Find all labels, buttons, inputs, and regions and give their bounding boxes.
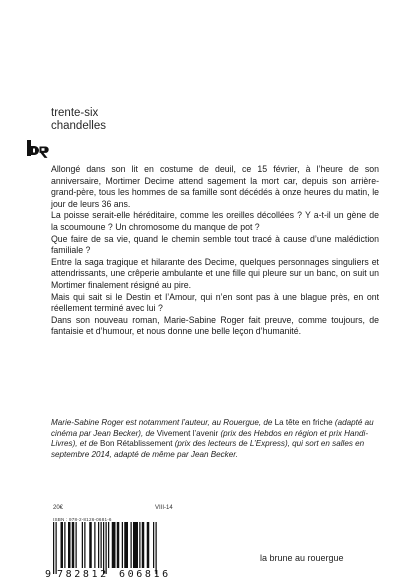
isbn-barcode (45, 522, 180, 574)
barcode-bar (89, 522, 92, 568)
bio-book-title: Vivement l’avenir (156, 428, 219, 438)
barcode-bar (156, 522, 157, 574)
barcode-bar (72, 522, 75, 568)
barcode-bar (94, 522, 95, 568)
price-label: 20€ (53, 505, 64, 511)
barcode-bar (117, 522, 120, 568)
barcode-bar (122, 522, 123, 568)
blurb-paragraph: La poisse serait-elle héréditaire, comme les oreilles décollées ? Y a-t-il un gène de la scoumoune ? Un chromosome du manque de pot ? (51, 210, 379, 232)
barcode-bar (124, 522, 128, 568)
barcode-bar (139, 522, 140, 568)
barcode-bar (112, 522, 116, 568)
bio-text: (adapté au cinéma par Jean Becker), de (51, 418, 374, 438)
barcode-bar (76, 522, 77, 568)
blurb-paragraph: Que faire de sa vie, quand le chemin semble tout tracé à cause d’une malédiction familiale ? (51, 233, 379, 256)
barcode-bar (108, 522, 109, 568)
blurb-paragraph: Mais qui sait si le Destin et l’Amour, qui n’en sont pas à une blague près, en ont réellement terminé avec lui ? (51, 291, 379, 314)
barcode-bar (147, 522, 150, 568)
barcode-bar (131, 522, 132, 568)
title-line-1: trente-six (51, 107, 99, 119)
barcode-bar (56, 522, 57, 574)
isbn-label: ISBN : 978-2-8126-0681-6 (53, 517, 112, 522)
barcode-bar (64, 522, 65, 568)
bio-text: Marie-Sabine Roger est notamment l’auteur, au Rouergue, de (51, 418, 273, 427)
barcode-digits (45, 569, 180, 583)
barcode-first-digit: 9 (45, 569, 52, 580)
barcode-left-digits: 782812 (57, 569, 109, 580)
barcode-bar (142, 522, 145, 568)
barcode-bar (106, 522, 107, 574)
bio-book-title: La tête en friche (274, 418, 333, 427)
barcode-bar (68, 522, 71, 568)
barcode-bar (133, 522, 138, 568)
blurb-paragraph: Entre la saga tragique et hilarante des Decime, quelques personnages singuliers et attendrissants, une crêperie ambulante et une fille qui pleure sur un banc, on suit un Mortimer finalement résigné au pire. (51, 256, 379, 290)
barcode-bar (98, 522, 99, 568)
book-title (51, 107, 106, 133)
bio-book-title: Bon Rétablissement (100, 439, 173, 449)
title-line-2: chandelles (51, 120, 106, 132)
back-cover-blurb (51, 164, 379, 338)
barcode-bar (101, 522, 102, 568)
barcode-bar (153, 522, 154, 568)
barcode-bar (103, 522, 104, 574)
author-bio (51, 418, 379, 460)
barcode-bar (53, 522, 54, 574)
barcode-bar (82, 522, 83, 568)
blurb-paragraph: Allongé dans son lit en costume de deuil, ce 15 février, à l’heure de son anniversaire, Mortimer Decime attend sagement la mort car, depuis son arrière-grand-père, tous les hommes de sa famille sont décédés à onze heures du matin, le jour de leurs 36 ans. (51, 164, 379, 209)
blurb-paragraph: Dans son nouveau roman, Marie-Sabine Roger fait preuve, comme toujours, de fantaisie et d’humour, et nous donne une belle leçon d’humanité. (51, 314, 379, 337)
publisher-name: la brune au rouergue (260, 553, 344, 563)
publisher-br-logo-icon (26, 139, 50, 159)
barcode-right-digits: 606816 (119, 569, 171, 580)
barcode-bar (84, 522, 85, 568)
barcode-bar (61, 522, 64, 568)
bio-text: (prix des lecteurs de L’Express), qui sort en salles en septembre 2014, adapté de même par Jean Becker. (51, 439, 365, 459)
edition-code: VIII-14 (155, 505, 173, 511)
bio-text: (prix des Hebdos en région et prix Handi-Livres), et de (51, 428, 369, 449)
